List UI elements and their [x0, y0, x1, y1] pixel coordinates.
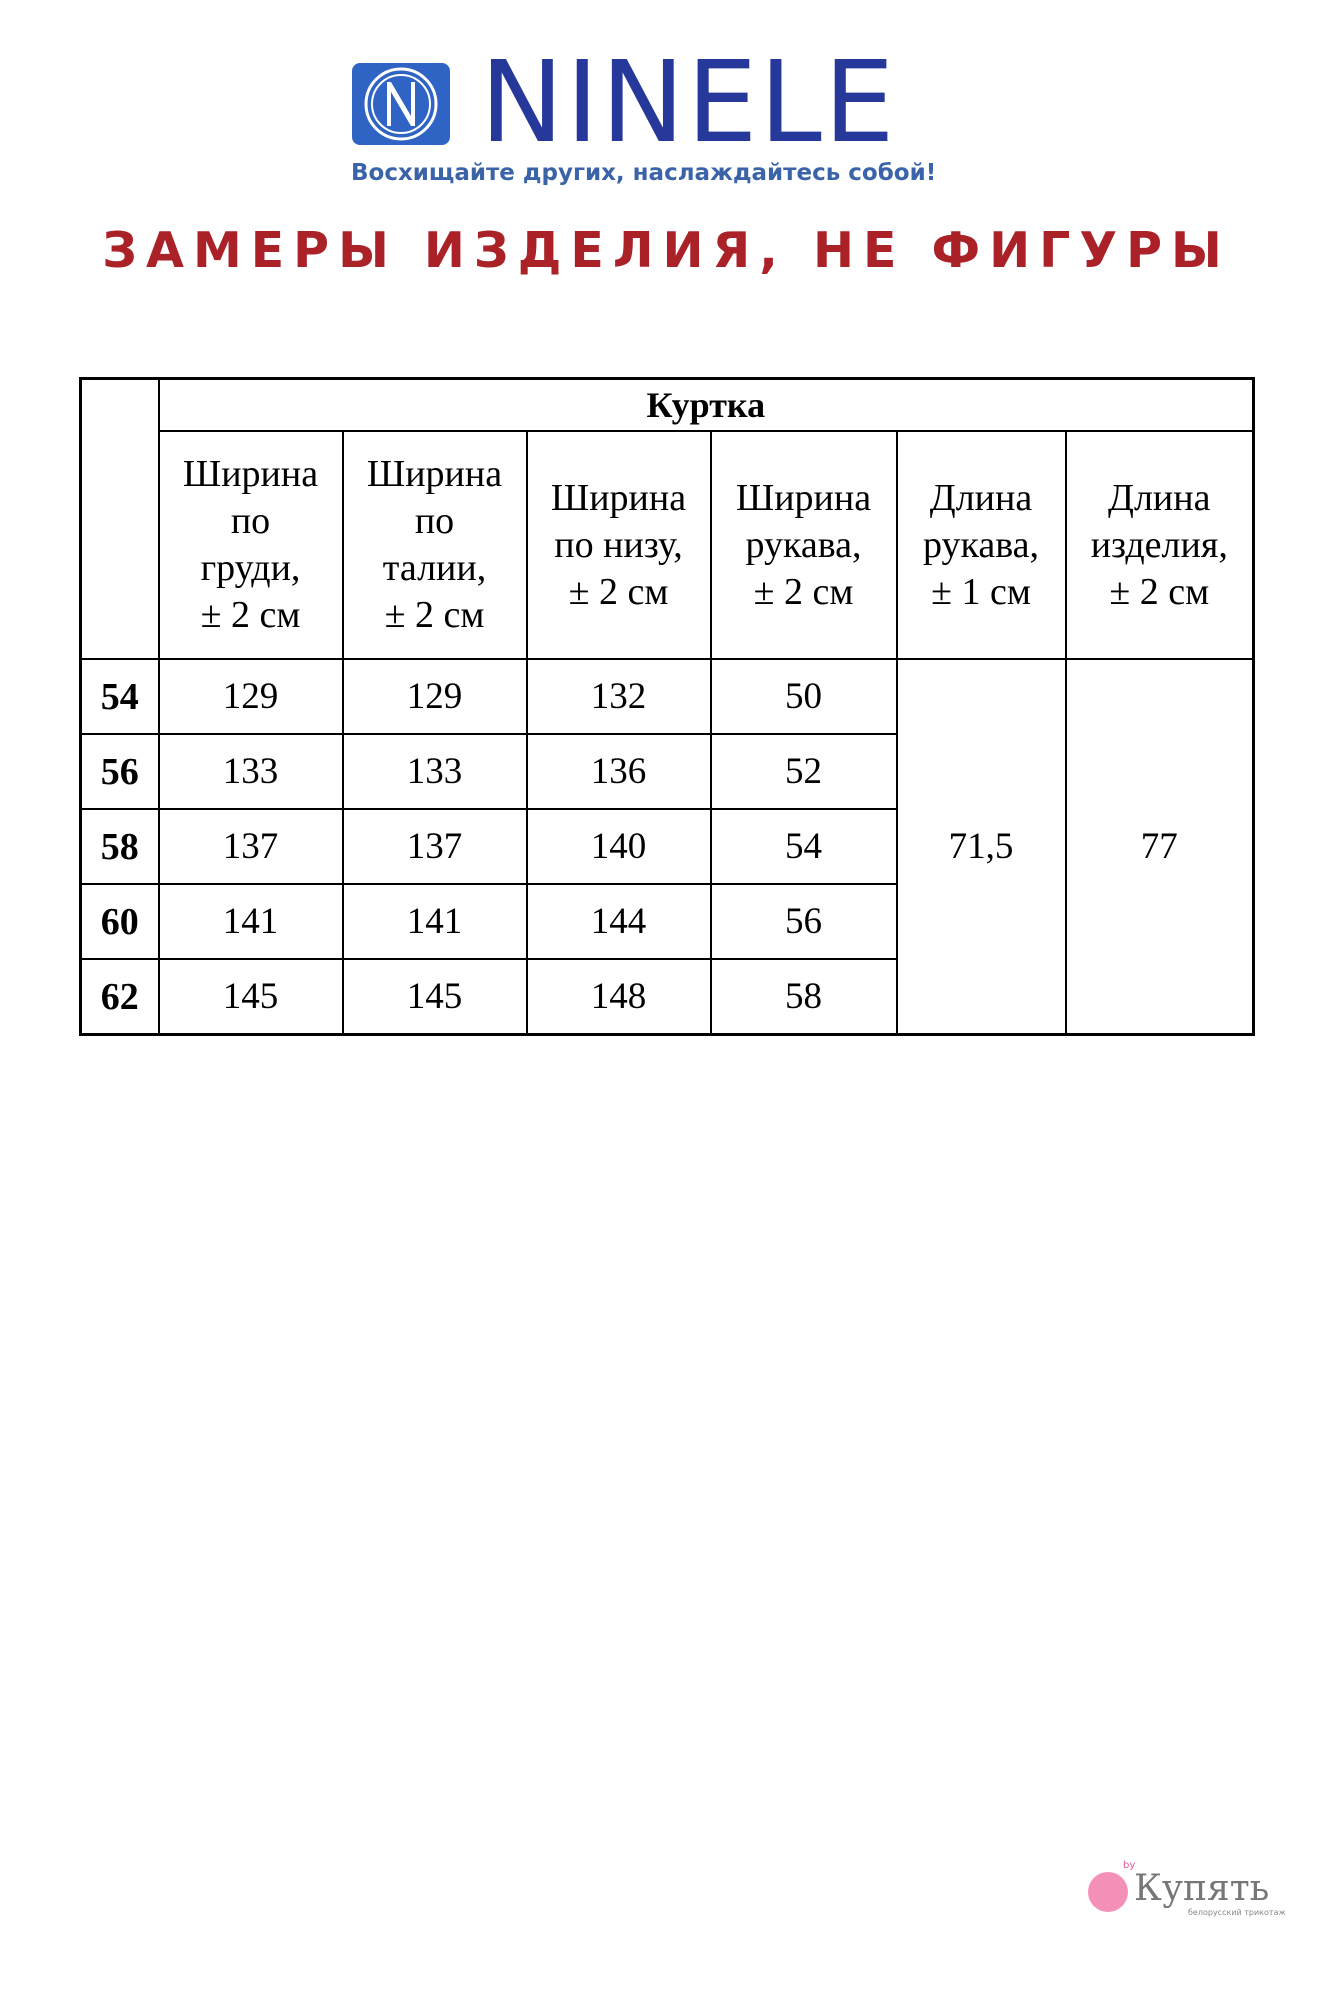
watermark-by: by — [1123, 1860, 1136, 1871]
header-line: Ширина — [735, 476, 872, 519]
chest-value: 141 — [159, 884, 343, 959]
size-table — [79, 377, 1255, 1036]
kupyat-watermark — [1088, 1858, 1298, 1918]
size-cell: 62 — [81, 959, 159, 1035]
ninele-n-badge-icon — [351, 62, 451, 146]
chest-value: 133 — [159, 734, 343, 809]
header-line: груди, — [200, 547, 301, 589]
header-line: рукава, — [745, 523, 862, 566]
header-line: ± 2 см — [200, 594, 301, 636]
size-cell: 56 — [81, 734, 159, 809]
column-header-sleeve-width — [711, 431, 897, 659]
header-line: талии, — [382, 547, 487, 589]
header-line: ± 1 см — [931, 570, 1031, 613]
chest-value: 129 — [159, 659, 343, 734]
hem-value: 144 — [527, 884, 711, 959]
size-cell: 60 — [81, 884, 159, 959]
header-line: по — [230, 500, 271, 542]
kupyat-logo-icon — [1088, 1872, 1128, 1912]
header-line: Ширина — [550, 476, 687, 519]
brand-tagline: Восхищайте других, наслаждайтесь собой! — [351, 160, 937, 186]
size-cell: 54 — [81, 659, 159, 734]
header-line: Длина — [929, 476, 1033, 519]
watermark-word: Купять — [1134, 1868, 1270, 1909]
sleeve-width-value: 50 — [711, 659, 897, 734]
sleeve-length-value: 71,5 — [897, 659, 1066, 1035]
chest-value: 137 — [159, 809, 343, 884]
header-line: Ширина — [182, 453, 319, 495]
header-line: по — [414, 500, 455, 542]
sleeve-width-value: 52 — [711, 734, 897, 809]
hem-value: 148 — [527, 959, 711, 1035]
hem-value: 136 — [527, 734, 711, 809]
table-garment-row — [81, 379, 1254, 432]
header-line: Длина — [1108, 476, 1211, 519]
header-line: ± 2 см — [1109, 570, 1210, 613]
page-title: ЗАМЕРЫ ИЗДЕЛИЯ, НЕ ФИГУРЫ — [102, 222, 1231, 279]
table-header-row — [81, 431, 1254, 659]
header-line: ± 2 см — [384, 594, 485, 636]
watermark-subtitle: белорусский трикотаж — [1188, 1908, 1286, 1917]
waist-value: 145 — [343, 959, 527, 1035]
sleeve-width-value: 56 — [711, 884, 897, 959]
sleeve-width-value: 58 — [711, 959, 897, 1035]
hem-value: 140 — [527, 809, 711, 884]
brand-wordmark: NINELE — [480, 38, 897, 168]
column-header-waist — [343, 431, 527, 659]
header-line: ± 2 см — [568, 570, 669, 613]
size-header-cell — [81, 379, 159, 660]
header-line: по низу, — [554, 523, 683, 566]
waist-value: 141 — [343, 884, 527, 959]
chest-value: 145 — [159, 959, 343, 1035]
waist-value: 129 — [343, 659, 527, 734]
size-cell: 58 — [81, 809, 159, 884]
garment-length-value: 77 — [1066, 659, 1254, 1035]
column-header-hem — [527, 431, 711, 659]
waist-value: 133 — [343, 734, 527, 809]
header-line: изделия, — [1090, 523, 1228, 566]
column-header-garment-length — [1066, 431, 1254, 659]
table-row — [81, 659, 1254, 734]
column-header-sleeve-length — [897, 431, 1066, 659]
column-header-chest — [159, 431, 343, 659]
header-line: ± 2 см — [753, 570, 854, 613]
brand-header — [0, 0, 1333, 200]
header-line: рукава, — [922, 523, 1040, 566]
hem-value: 132 — [527, 659, 711, 734]
garment-name: Куртка — [159, 379, 1254, 432]
sleeve-width-value: 54 — [711, 809, 897, 884]
header-line: Ширина — [366, 453, 503, 495]
waist-value: 137 — [343, 809, 527, 884]
